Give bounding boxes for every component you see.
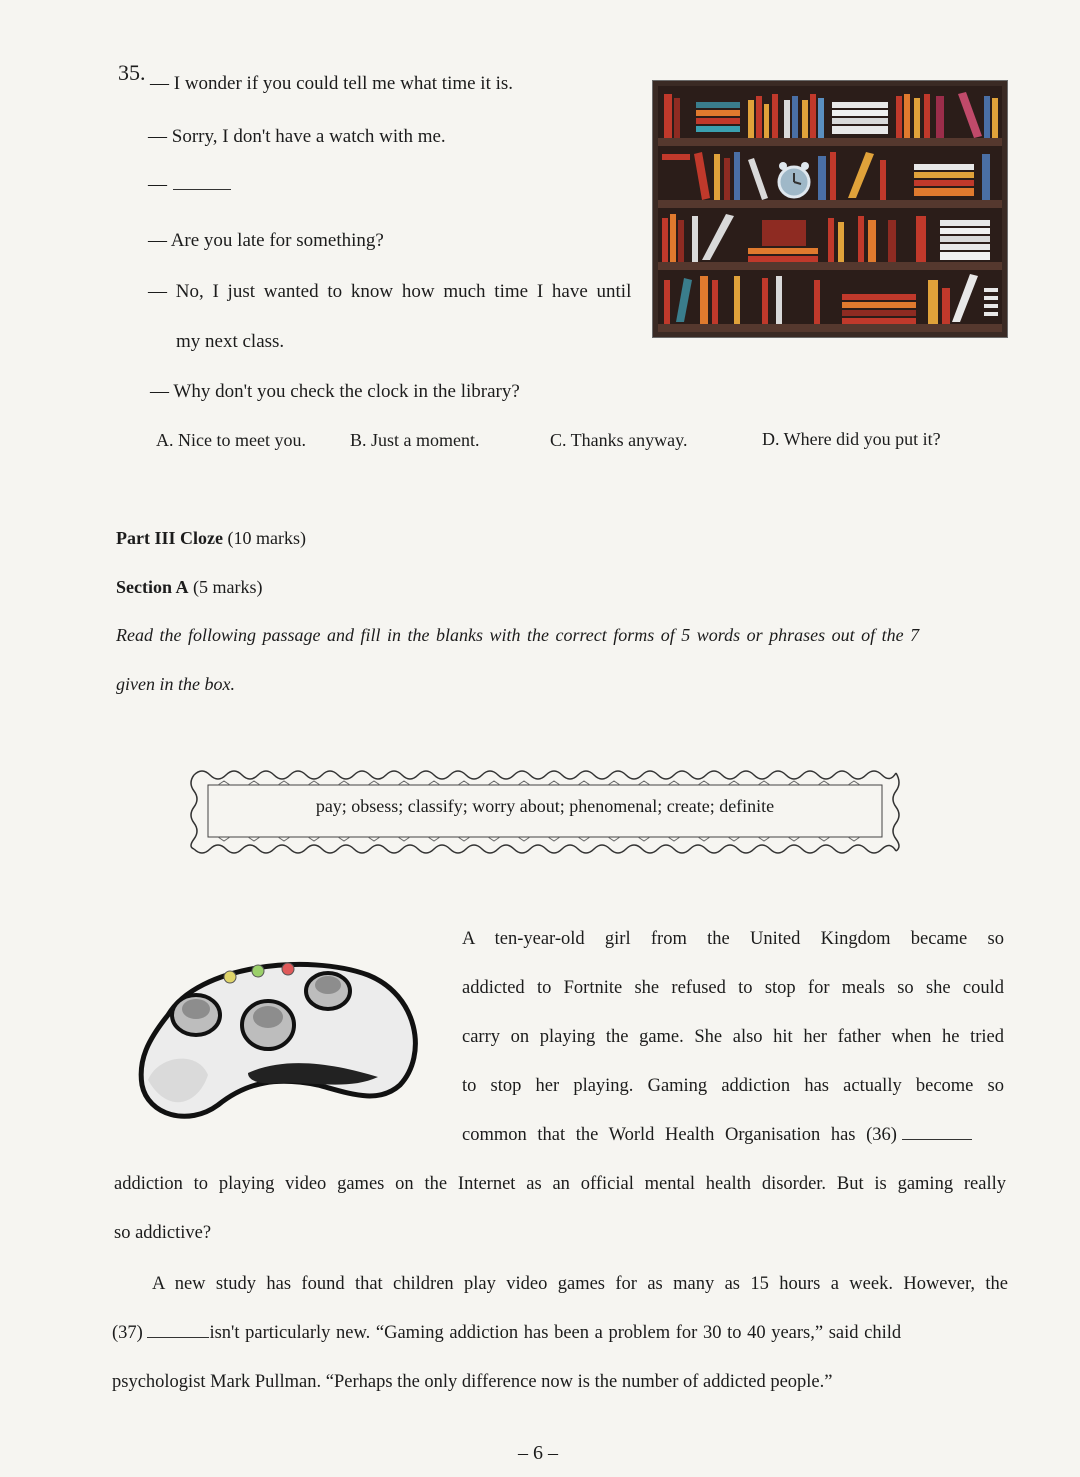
option-d[interactable]: D. Where did you put it? [762,429,941,449]
passage-line: A new study has found that children play video games for as many as 15 hours a week. However, the [152,1274,1008,1294]
dialogue-line-6: my next class. [176,331,285,352]
game-controller-illustration [138,955,420,1127]
passage-line: addiction to playing video games on the Internet as an official mental health disorder. But is gaming really [114,1174,1006,1194]
option-b[interactable]: B. Just a moment. [350,430,480,450]
passage-line: psychologist Mark Pullman. “Perhaps the only difference now is the number of addicted people.” [112,1372,833,1392]
passage-line-text: common that the World Health Organisation has (36) [462,1125,897,1145]
dialogue-line-4: — Are you late for something? [148,230,384,251]
instruction-line-2: given in the box. [116,674,235,694]
passage-paragraph-1-wrapped [462,915,1004,1160]
option-a[interactable]: A. Nice to meet you. [156,430,306,450]
blank-36[interactable] [902,1125,972,1140]
dialogue-line-2: — Sorry, I don't have a watch with me. [148,126,446,147]
passage-paragraph-1-continued [114,1160,1006,1258]
passage-line: addicted to Fortnite she refused to stop for meals so she could [462,978,1004,998]
part-title: Part III Cloze [116,528,223,548]
answer-blank[interactable] [173,175,231,190]
passage-line-text: isn't particularly new. “Gaming addiction has been a problem for 30 to 40 years,” said child [209,1323,902,1343]
question-number: 35. [118,60,146,85]
instruction-line-1: Read the following passage and fill in the blanks with the correct forms of 5 words or phrases out of the 7 [116,625,920,645]
blank-37[interactable] [147,1323,209,1338]
passage-line: A ten-year-old girl from the United Kingdom became so [462,929,1004,949]
dash: — [148,174,167,195]
passage-line: carry on playing the game. She also hit her father when he tried [462,1027,1004,1047]
passage-line-with-blank-37 [112,1309,1008,1358]
part-heading [116,528,306,549]
section-title: Section A [116,577,189,597]
part-marks: (10 marks) [227,528,306,548]
passage-line: so addictive? [114,1223,212,1243]
passage-line: to stop her playing. Gaming addiction has actually become so [462,1076,1004,1096]
dialogue-line-5: — No, I just wanted to know how much time I have until [148,281,632,302]
passage-paragraph-2 [112,1260,1008,1407]
dialogue-line-3-blank [148,174,231,196]
passage-line-with-blank-36 [462,1111,1004,1160]
option-c[interactable]: C. Thanks anyway. [550,430,688,450]
word-box-text: pay; obsess; classify; worry about; phenomenal; create; definite [315,796,775,816]
page-number: – 6 – [518,1442,558,1464]
dialogue-line-1: — I wonder if you could tell me what time it is. [150,73,514,94]
bookshelf-illustration [652,80,1008,338]
dialogue-line-7: — Why don't you check the clock in the library? [150,381,520,402]
blank-37-label: (37) [112,1323,143,1343]
section-heading [116,577,263,598]
section-marks: (5 marks) [193,577,263,597]
